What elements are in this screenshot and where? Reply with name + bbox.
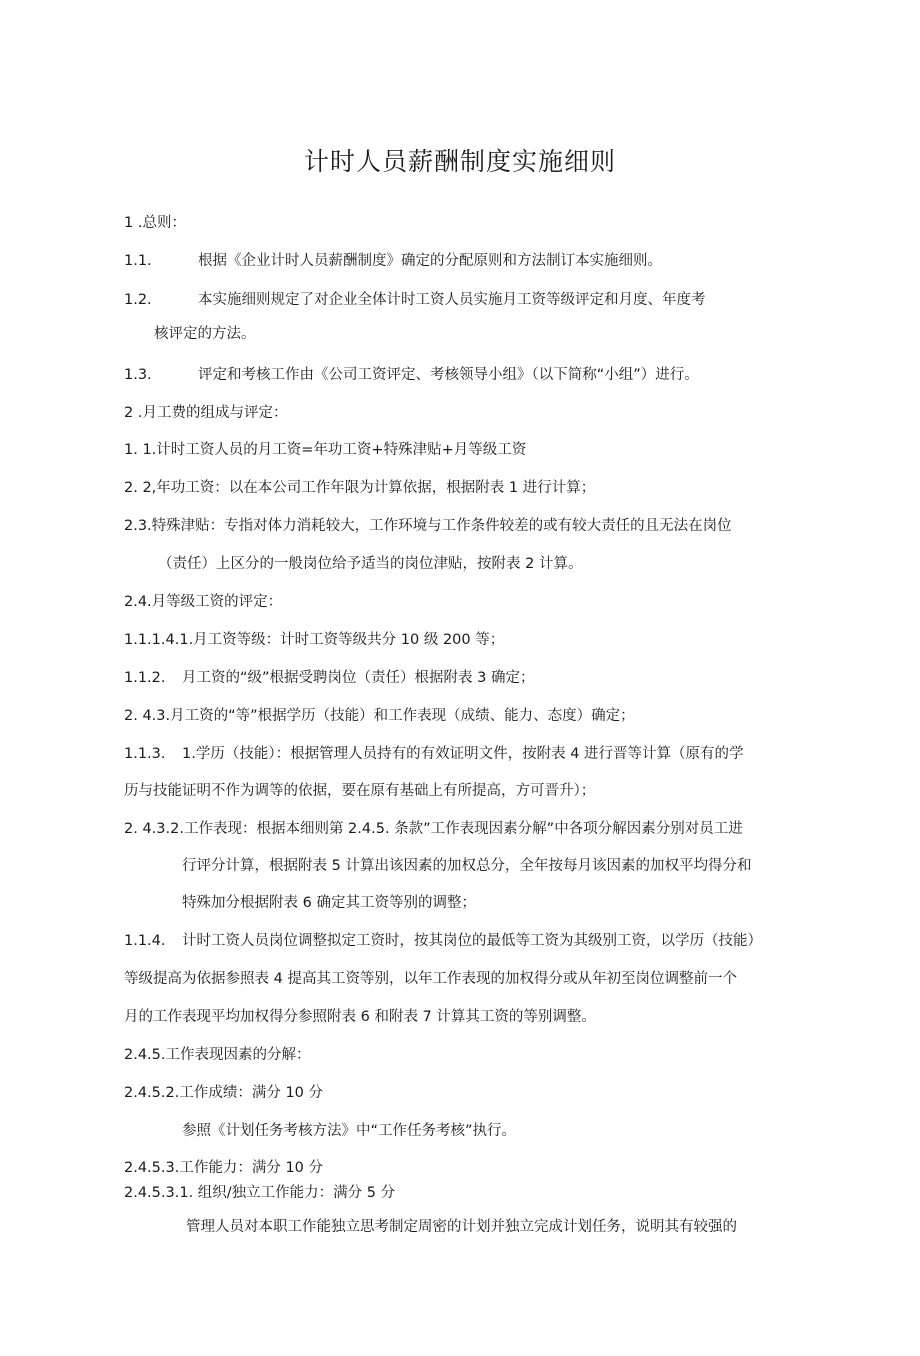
text-line: 月工资的“级”根据受聘岗位（责任）根据附表 3 确定； — [182, 670, 535, 686]
text-line: 特殊加分根据附表 6 确定其工资等别的调整； — [182, 895, 476, 911]
text-line: 2.4.5.2.工作成绩：满分 10 分 — [124, 1085, 324, 1101]
text-line: 2. 4.3.月工资的“等”根据学历（技能）和工作表现（成绩、能力、态度）确定； — [124, 708, 635, 724]
clause-number: 1.2. — [124, 292, 152, 308]
text-line: 核评定的方法。 — [154, 326, 256, 342]
text-line: 2. 2,年功工资：以在本公司工作年限为计算依据，根据附表 1 进行计算； — [124, 480, 596, 496]
text-line: 根据《企业计时人员薪酬制度》确定的分配原则和方法制订本实施细则。 — [198, 253, 662, 269]
text-line: 等级提高为依据参照表 4 提高其工资等别，以年工作表现的加权得分或从年初至岗位调整前一个 — [124, 971, 737, 987]
text-line: 计时工资人员岗位调整拟定工资时，按其岗位的最低等工资为其级别工资，以学历（技能） — [182, 933, 762, 949]
text-line: 行评分计算，根据附表 5 计算出该因素的加权总分，全年按每月该因素的加权平均得分和 — [182, 858, 752, 874]
text-line: 2.4.月等级工资的评定： — [124, 594, 283, 610]
text-line: 评定和考核工作由《公司工资评定、考核领导小组》（以下简称“小组”）进行。 — [198, 367, 699, 383]
text-line: 2 .月工费的组成与评定： — [124, 405, 288, 421]
clause-number: 1.1.3. — [124, 746, 166, 762]
clause-number: 1.1.4. — [124, 933, 166, 949]
text-line: 2.4.5.3.工作能力：满分 10 分 — [124, 1160, 324, 1176]
text-line: 管理人员对本职工作能独立思考制定周密的计划并独立完成计划任务，说明其有较强的 — [186, 1219, 737, 1235]
text-line: 2.3.特殊津贴：专指对体力消耗较大，工作环境与工作条件较差的或有较大责任的且无法在岗位 — [124, 518, 732, 534]
text-line: 1 .总则： — [124, 215, 186, 231]
text-line: 参照《计划任务考核方法》中“工作任务考核”执行。 — [182, 1123, 517, 1139]
clause-number: 1.3. — [124, 367, 152, 383]
text-line: 历与技能证明不作为调等的依据，要在原有基础上有所提高，方可晋升）； — [124, 783, 596, 799]
text-line: 本实施细则规定了对企业全体计时工资人员实施月工资等级评定和月度、年度考 — [198, 292, 706, 308]
text-line: 1.学历（技能）：根据管理人员持有的有效证明文件，按附表 4 进行晋等计算（原有的学 — [182, 746, 744, 762]
clause-number: 1.1.2. — [124, 670, 166, 686]
text-line: 2.4.5.工作表现因素的分解： — [124, 1047, 311, 1063]
page-title: 计时人员薪酬制度实施细则 — [303, 147, 616, 176]
text-line: 1.1.1.4.1.月工资等级：计时工资等级共分 10 级 200 等； — [124, 632, 505, 648]
clause-number: 1.1. — [124, 253, 152, 269]
text-line: 2. 4.3.2.工作表现：根据本细则第 2.4.5. 条款”工作表现因素分解”中各项分解因素分别对员工进 — [124, 821, 743, 837]
text-line: 1. 1.计时工资人员的月工资=年功工资+特殊津贴+月等级工资 — [124, 442, 527, 458]
text-line: （责任）上区分的一般岗位给予适当的岗位津贴，按附表 2 计算。 — [158, 556, 583, 572]
text-line: 2.4.5.3.1. 组织/独立工作能力：满分 5 分 — [124, 1185, 396, 1201]
text-line: 月的工作表现平均加权得分参照附表 6 和附表 7 计算其工资的等别调整。 — [124, 1009, 596, 1025]
